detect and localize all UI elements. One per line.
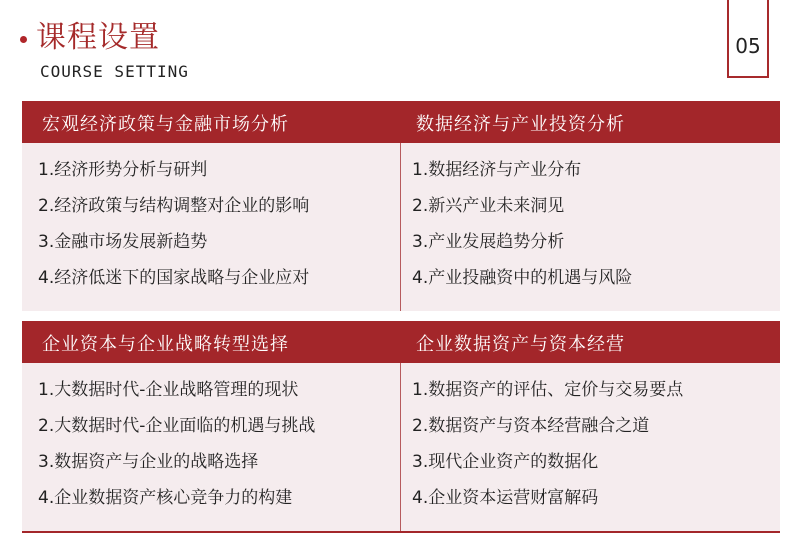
list-item: 1.大数据时代-企业战略管理的现状 — [38, 380, 299, 400]
list-item: 3.数据资产与企业的战略选择 — [38, 452, 259, 472]
list-item: 1.经济形势分析与研判 — [38, 160, 208, 180]
column-divider-top — [400, 143, 401, 311]
section-header-band-top — [22, 101, 780, 143]
list-item: 4.产业投融资中的机遇与风险 — [412, 268, 633, 288]
section-heading-data-economy: 数据经济与产业投资分析 — [416, 114, 625, 135]
page-number-tab — [727, 0, 769, 78]
list-item: 4.经济低迷下的国家战略与企业应对 — [38, 268, 310, 288]
page-title: 课程设置 — [36, 20, 160, 55]
course-list-data-assets — [412, 372, 683, 516]
section-heading-macro-economy: 宏观经济政策与金融市场分析 — [42, 114, 289, 135]
list-item: 4.企业资本运营财富解码 — [412, 488, 599, 508]
list-item: 1.数据经济与产业分布 — [412, 160, 582, 180]
list-item: 3.金融市场发展新趋势 — [38, 232, 208, 252]
list-item: 2.数据资产与资本经营融合之道 — [412, 416, 650, 436]
section-heading-enterprise-strategy: 企业资本与企业战略转型选择 — [42, 334, 289, 355]
list-item: 2.新兴产业未来洞见 — [412, 196, 565, 216]
list-item: 4.企业数据资产核心竞争力的构建 — [38, 488, 293, 508]
list-item: 2.大数据时代-企业面临的机遇与挑战 — [38, 416, 316, 436]
course-list-macro-economy — [38, 152, 309, 296]
column-divider-bottom — [400, 363, 401, 531]
page-number: 05 — [735, 34, 761, 58]
list-item: 2.经济政策与结构调整对企业的影响 — [38, 196, 310, 216]
list-item: 1.数据资产的评估、定价与交易要点 — [412, 380, 684, 400]
title-bullet — [20, 36, 27, 43]
list-item: 3.产业发展趋势分析 — [412, 232, 565, 252]
list-item: 3.现代企业资产的数据化 — [412, 452, 599, 472]
course-list-enterprise-strategy — [38, 372, 315, 516]
section-header-band-bottom — [22, 321, 780, 363]
course-list-data-economy — [412, 152, 632, 296]
section-heading-data-assets: 企业数据资产与资本经营 — [416, 334, 625, 355]
page-subtitle: COURSE SETTING — [40, 62, 189, 81]
bottom-rule — [22, 531, 780, 533]
